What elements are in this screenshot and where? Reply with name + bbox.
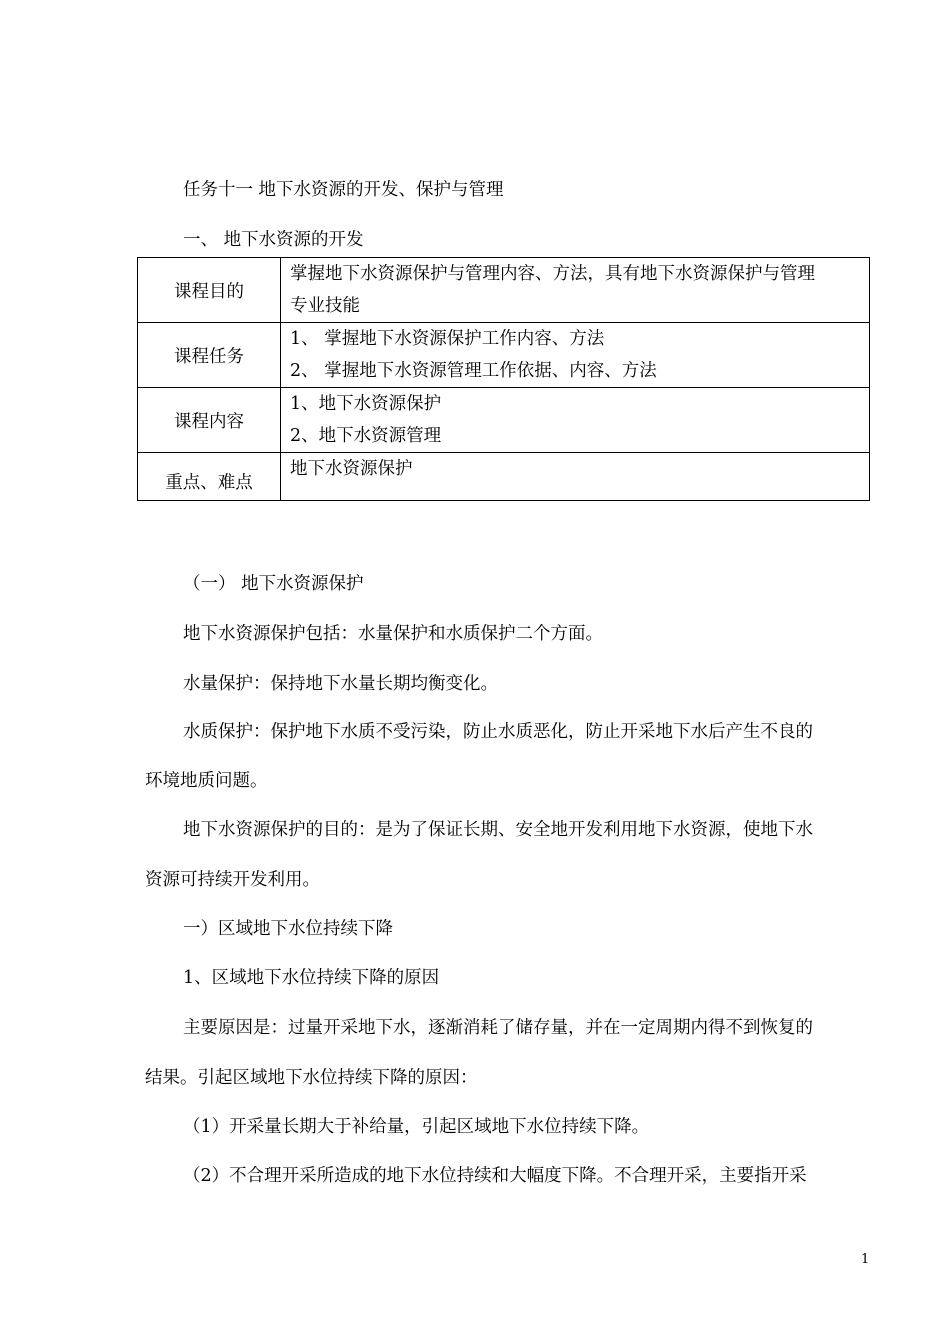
table-cell-line: 1、 掌握地下水资源保护工作内容、方法 xyxy=(290,329,605,349)
paragraph: 主要原因是：过量开采地下水，逐渐消耗了储存量，并在一定周期内得不到恢复的 xyxy=(183,1018,813,1038)
table-label-cell: 重点、难点 xyxy=(138,453,281,501)
paragraph: （2）不合理开采所造成的地下水位持续和大幅度下降。不合理开采，主要指开采 xyxy=(183,1166,807,1186)
page-number: 1 xyxy=(861,1252,870,1267)
paragraph: （1）开采量长期大于补给量，引起区域地下水位持续下降。 xyxy=(183,1117,650,1137)
table-row xyxy=(138,453,870,501)
paragraph-continuation: 结果。引起区域地下水位持续下降的原因： xyxy=(145,1068,478,1088)
table-cell-line: 专业技能 xyxy=(290,296,360,316)
table-value-cell xyxy=(281,258,870,323)
paragraph: 水量保护：保持地下水量长期均衡变化。 xyxy=(183,674,498,694)
table-label-cell: 课程内容 xyxy=(138,388,281,453)
table-value-cell xyxy=(281,453,870,501)
table-label-cell: 课程任务 xyxy=(138,323,281,388)
table-row xyxy=(138,323,870,388)
table-cell-line: 2、地下水资源管理 xyxy=(290,426,442,446)
paragraph: 地下水资源保护的目的：是为了保证长期、安全地开发利用地下水资源，使地下水 xyxy=(183,820,813,840)
paragraph: 一）区域地下水位持续下降 xyxy=(183,919,393,939)
table-label-cell: 课程目的 xyxy=(138,258,281,323)
table-cell-line: 地下水资源保护 xyxy=(290,459,413,479)
table-cell-line: 1、地下水资源保护 xyxy=(290,394,442,414)
paragraph-continuation: 资源可持续开发利用。 xyxy=(145,870,320,890)
table-value-cell xyxy=(281,388,870,453)
table-row xyxy=(138,388,870,453)
table-value-cell xyxy=(281,323,870,388)
paragraph: 水质保护：保护地下水质不受污染，防止水质恶化，防止开采地下水后产生不良的 xyxy=(183,722,813,742)
document-title: 任务十一 地下水资源的开发、保护与管理 xyxy=(183,180,504,200)
course-table xyxy=(137,257,870,501)
paragraph: 1、区域地下水位持续下降的原因 xyxy=(183,968,440,988)
paragraph-continuation: 环境地质问题。 xyxy=(145,771,268,791)
paragraph: 地下水资源保护包括：水量保护和水质保护二个方面。 xyxy=(183,624,603,644)
table-cell-line: 掌握地下水资源保护与管理内容、方法，具有地下水资源保护与管理 xyxy=(290,264,815,284)
table-cell-line: 2、 掌握地下水资源管理工作依据、内容、方法 xyxy=(290,361,657,381)
subsection-heading: （一） 地下水资源保护 xyxy=(183,574,364,594)
table-row xyxy=(138,258,870,323)
section-heading: 一、 地下水资源的开发 xyxy=(183,230,364,250)
